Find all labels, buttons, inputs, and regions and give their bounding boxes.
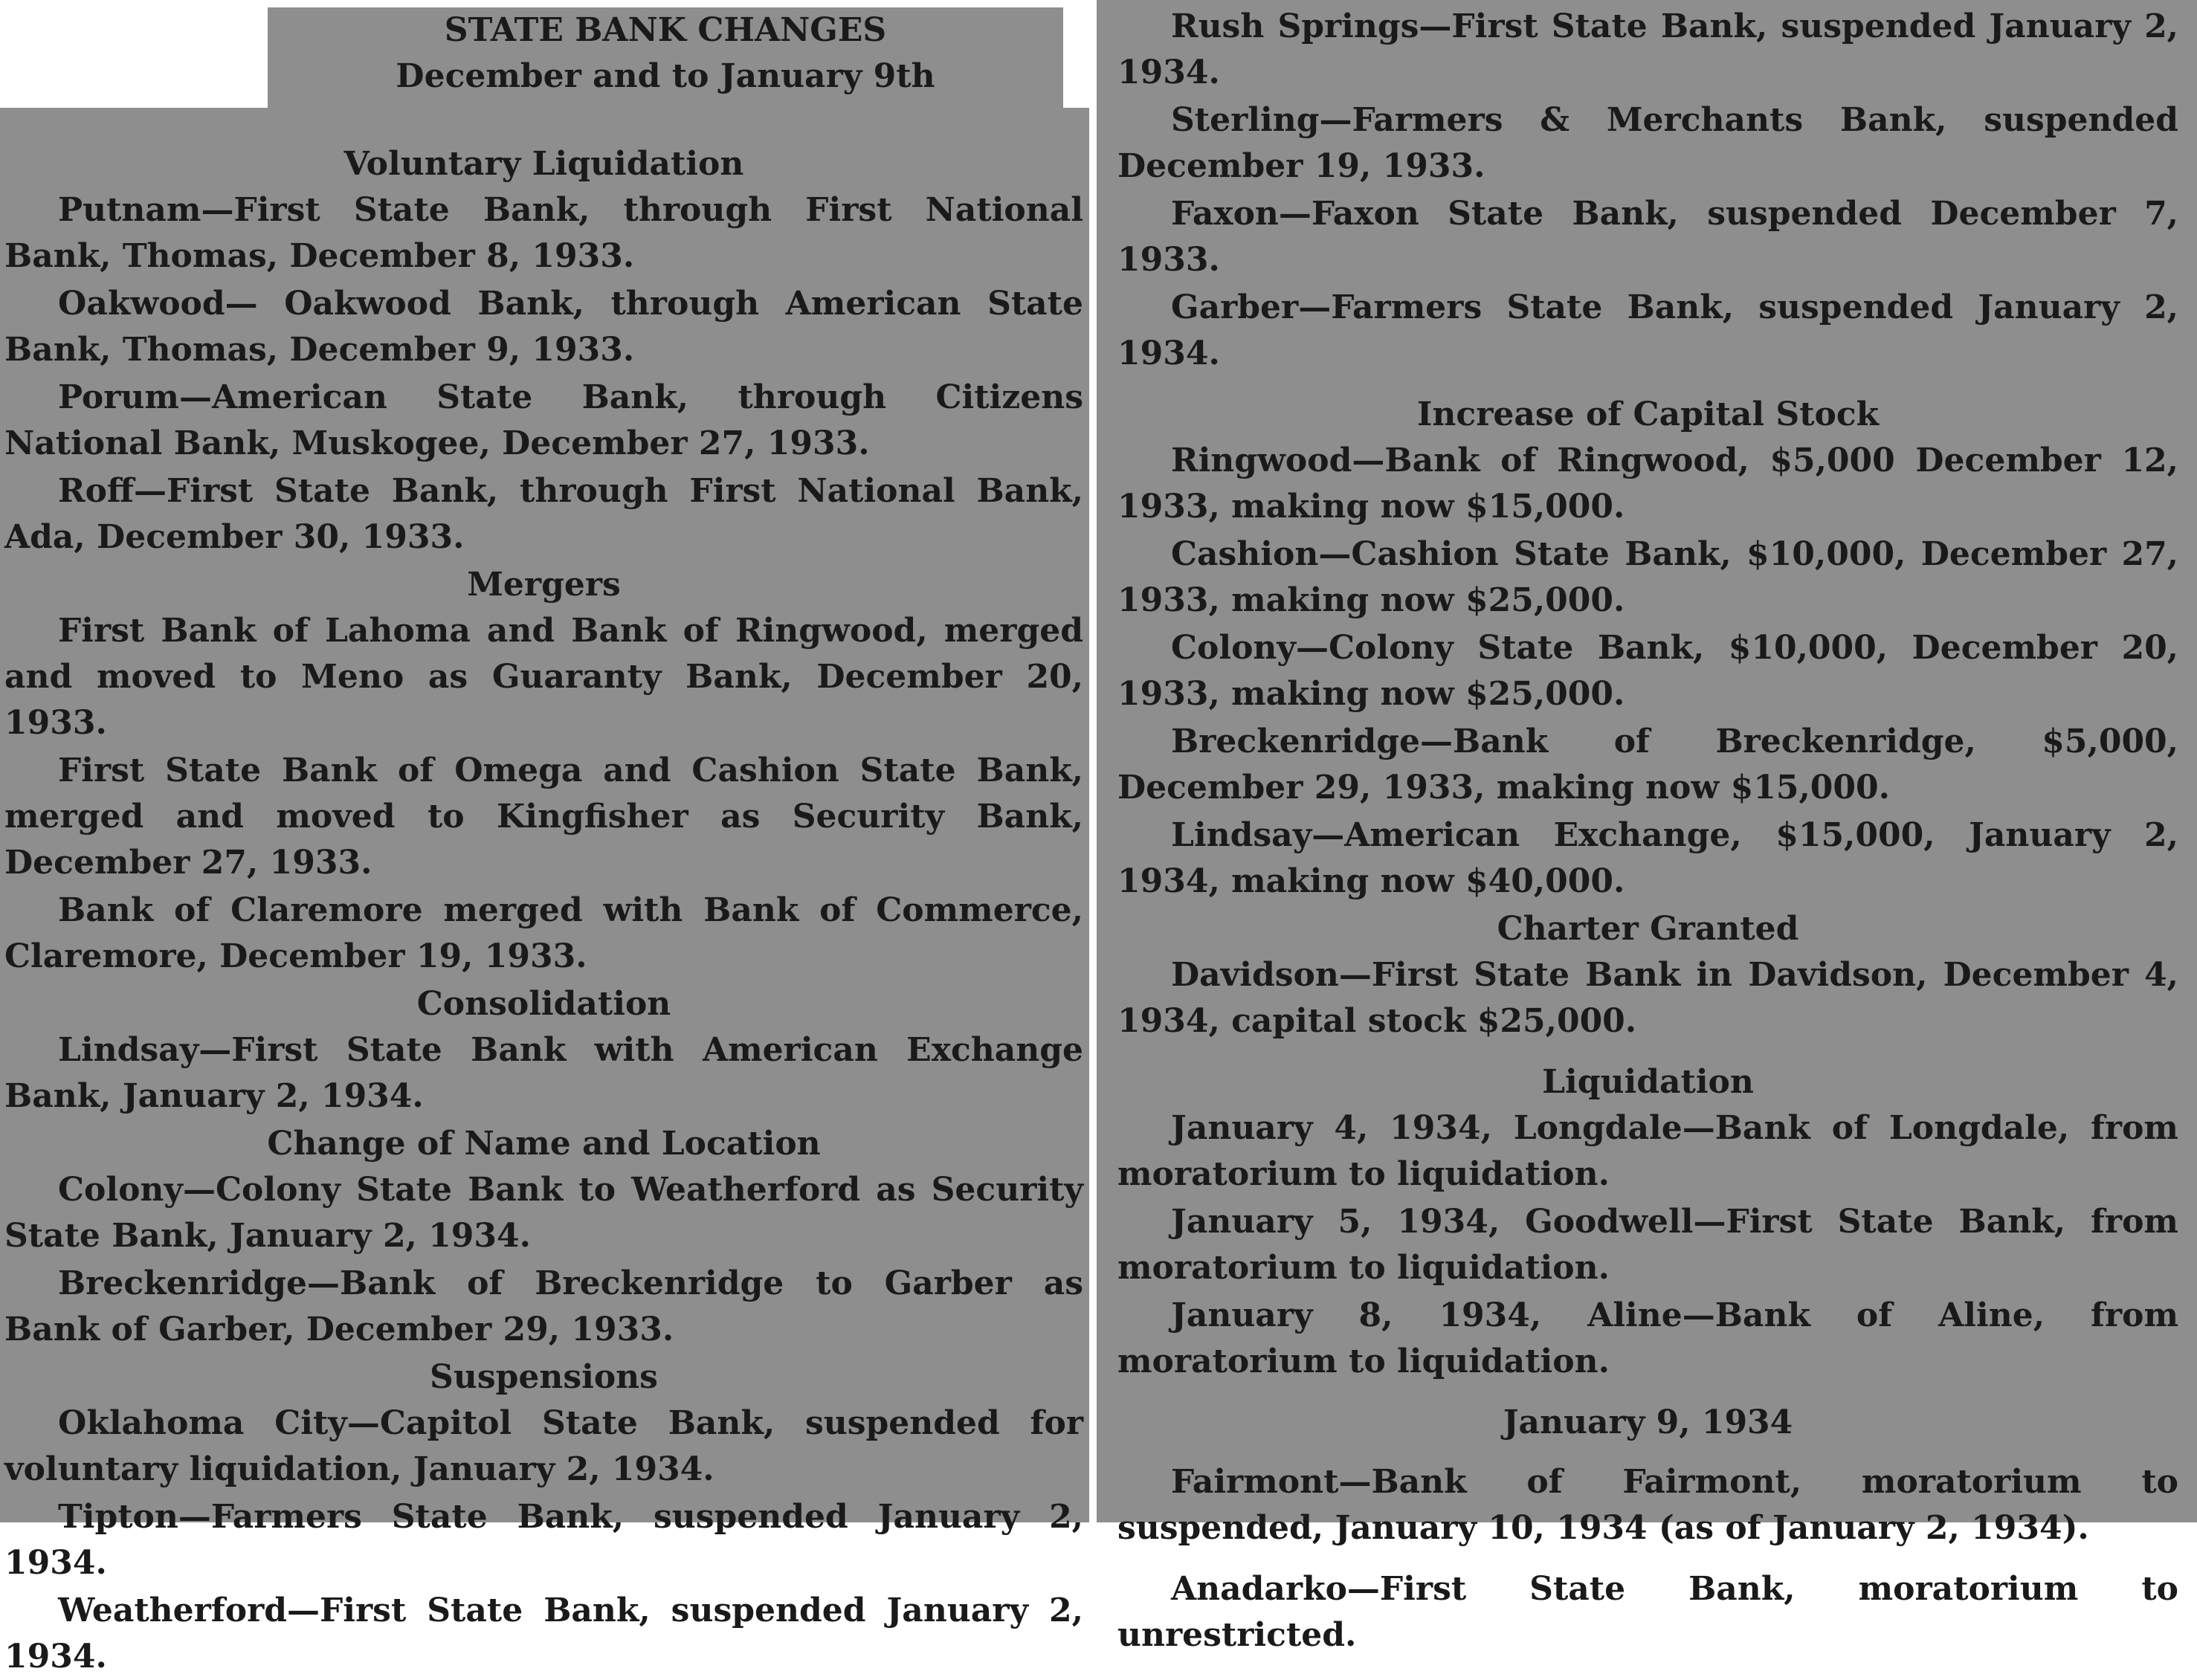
- entry-oklahoma-city: Oklahoma City—Capitol State Bank, suspended for voluntary liquidation, January 2, 1934.: [4, 1404, 1083, 1488]
- section-heading-liquidation: Liquidation: [1542, 1063, 1754, 1101]
- section-heading-charter: Charter Granted: [1497, 910, 1799, 948]
- spacer: [1117, 1446, 2178, 1459]
- section-heading-january-9: January 9, 1934: [1503, 1403, 1793, 1441]
- entry-roff: Roff—First State Bank, through First National Bank, Ada, December 30, 1933.: [4, 472, 1083, 556]
- spacer: [1117, 1386, 2178, 1400]
- section-heading-capital: Increase of Capital Stock: [1416, 395, 1880, 433]
- entry-claremore-merger: Bank of Claremore merged with Bank of Commerce, Claremore, December 19, 1933.: [4, 891, 1083, 975]
- entry-lindsay-consolidation: Lindsay—First State Bank with American Exchange Bank, January 2, 1934.: [4, 1031, 1083, 1115]
- entry-rush-springs: Rush Springs—First State Bank, suspended January 2, 1934.: [1117, 7, 2178, 91]
- entry-aline: January 8, 1934, Aline—Bank of Aline, from moratorium to liquidation.: [1117, 1296, 2178, 1380]
- entry-faxon: Faxon—Faxon State Bank, suspended December 7, 1933.: [1117, 195, 2178, 279]
- article-subtitle: December and to January 9th: [396, 57, 935, 95]
- entry-weatherford: Weatherford—First State Bank, suspended January 2, 1934.: [4, 1592, 1083, 1676]
- entry-breckenridge-change: Breckenridge—Bank of Breckenridge to Garber as Bank of Garber, December 29, 1933.: [4, 1264, 1083, 1348]
- entry-oakwood: Oakwood— Oakwood Bank, through American State Bank, Thomas, December 9, 1933.: [4, 285, 1083, 369]
- entry-sterling: Sterling—Farmers & Merchants Bank, suspended December 19, 1933.: [1117, 101, 2178, 185]
- section-heading-suspensions: Suspensions: [430, 1358, 658, 1396]
- entry-anadarko: Anadarko—First State Bank, moratorium to unrestricted.: [1117, 1570, 2178, 1654]
- entry-putnam: Putnam—First State Bank, through First National Bank, Thomas, December 8, 1933.: [4, 191, 1083, 275]
- entry-omega-merger: First State Bank of Omega and Cashion State Bank, merged and moved to Kingfisher as Security Bank, December 27, 1933.: [4, 752, 1083, 882]
- article-title: STATE BANK CHANGES: [444, 11, 887, 49]
- right-column: [1097, 0, 2197, 1654]
- entry-davidson-charter: Davidson—First State Bank in Davidson, December 4, 1934, capital stock $25,000.: [1117, 956, 2178, 1040]
- spacer: [1117, 1046, 2178, 1059]
- entry-breckenridge-capital: Breckenridge—Bank of Breckenridge, $5,000, December 29, 1933, making now $15,000.: [1117, 723, 2178, 807]
- entry-cashion-capital: Cashion—Cashion State Bank, $10,000, December 27, 1933, making now $25,000.: [1117, 535, 2178, 619]
- entry-garber: Garber—Farmers State Bank, suspended January 2, 1934.: [1117, 288, 2178, 372]
- section-heading-change: Change of Name and Location: [267, 1125, 821, 1163]
- entry-goodwell: January 5, 1934, Goodwell—First State Bank, from moratorium to liquidation.: [1117, 1203, 2178, 1287]
- article-header: [268, 7, 1063, 100]
- entry-colony-change: Colony—Colony State Bank to Weatherford as Security State Bank, January 2, 1934.: [4, 1171, 1083, 1255]
- spacer: [1117, 378, 2178, 392]
- entry-porum: Porum—American State Bank, through Citizens National Bank, Muskogee, December 27, 1933.: [4, 378, 1083, 462]
- entry-colony-capital: Colony—Colony State Bank, $10,000, December 20, 1933, making now $25,000.: [1117, 629, 2178, 713]
- section-heading-voluntary: Voluntary Liquidation: [343, 145, 744, 183]
- spacer: [1117, 1553, 2178, 1566]
- left-column: [0, 108, 1089, 1676]
- entry-tipton: Tipton—Farmers State Bank, suspended January 2, 1934.: [4, 1498, 1083, 1582]
- entry-fairmont: Fairmont—Bank of Fairmont, moratorium to suspended, January 10, 1934 (as of January 2, 1934).: [1117, 1463, 2178, 1547]
- section-heading-mergers: Mergers: [467, 566, 621, 604]
- entry-lindsay-capital: Lindsay—American Exchange, $15,000, January 2, 1934, making now $40,000.: [1117, 816, 2178, 900]
- section-heading-consolidation: Consolidation: [416, 985, 671, 1023]
- entry-longdale: January 4, 1934, Longdale—Bank of Longdale, from moratorium to liquidation.: [1117, 1109, 2178, 1193]
- entry-ringwood-capital: Ringwood—Bank of Ringwood, $5,000 December 12, 1933, making now $15,000.: [1117, 442, 2178, 526]
- entry-lahoma-merger: First Bank of Lahoma and Bank of Ringwood, merged and moved to Meno as Guaranty Bank, December 20, 1933.: [4, 612, 1083, 742]
